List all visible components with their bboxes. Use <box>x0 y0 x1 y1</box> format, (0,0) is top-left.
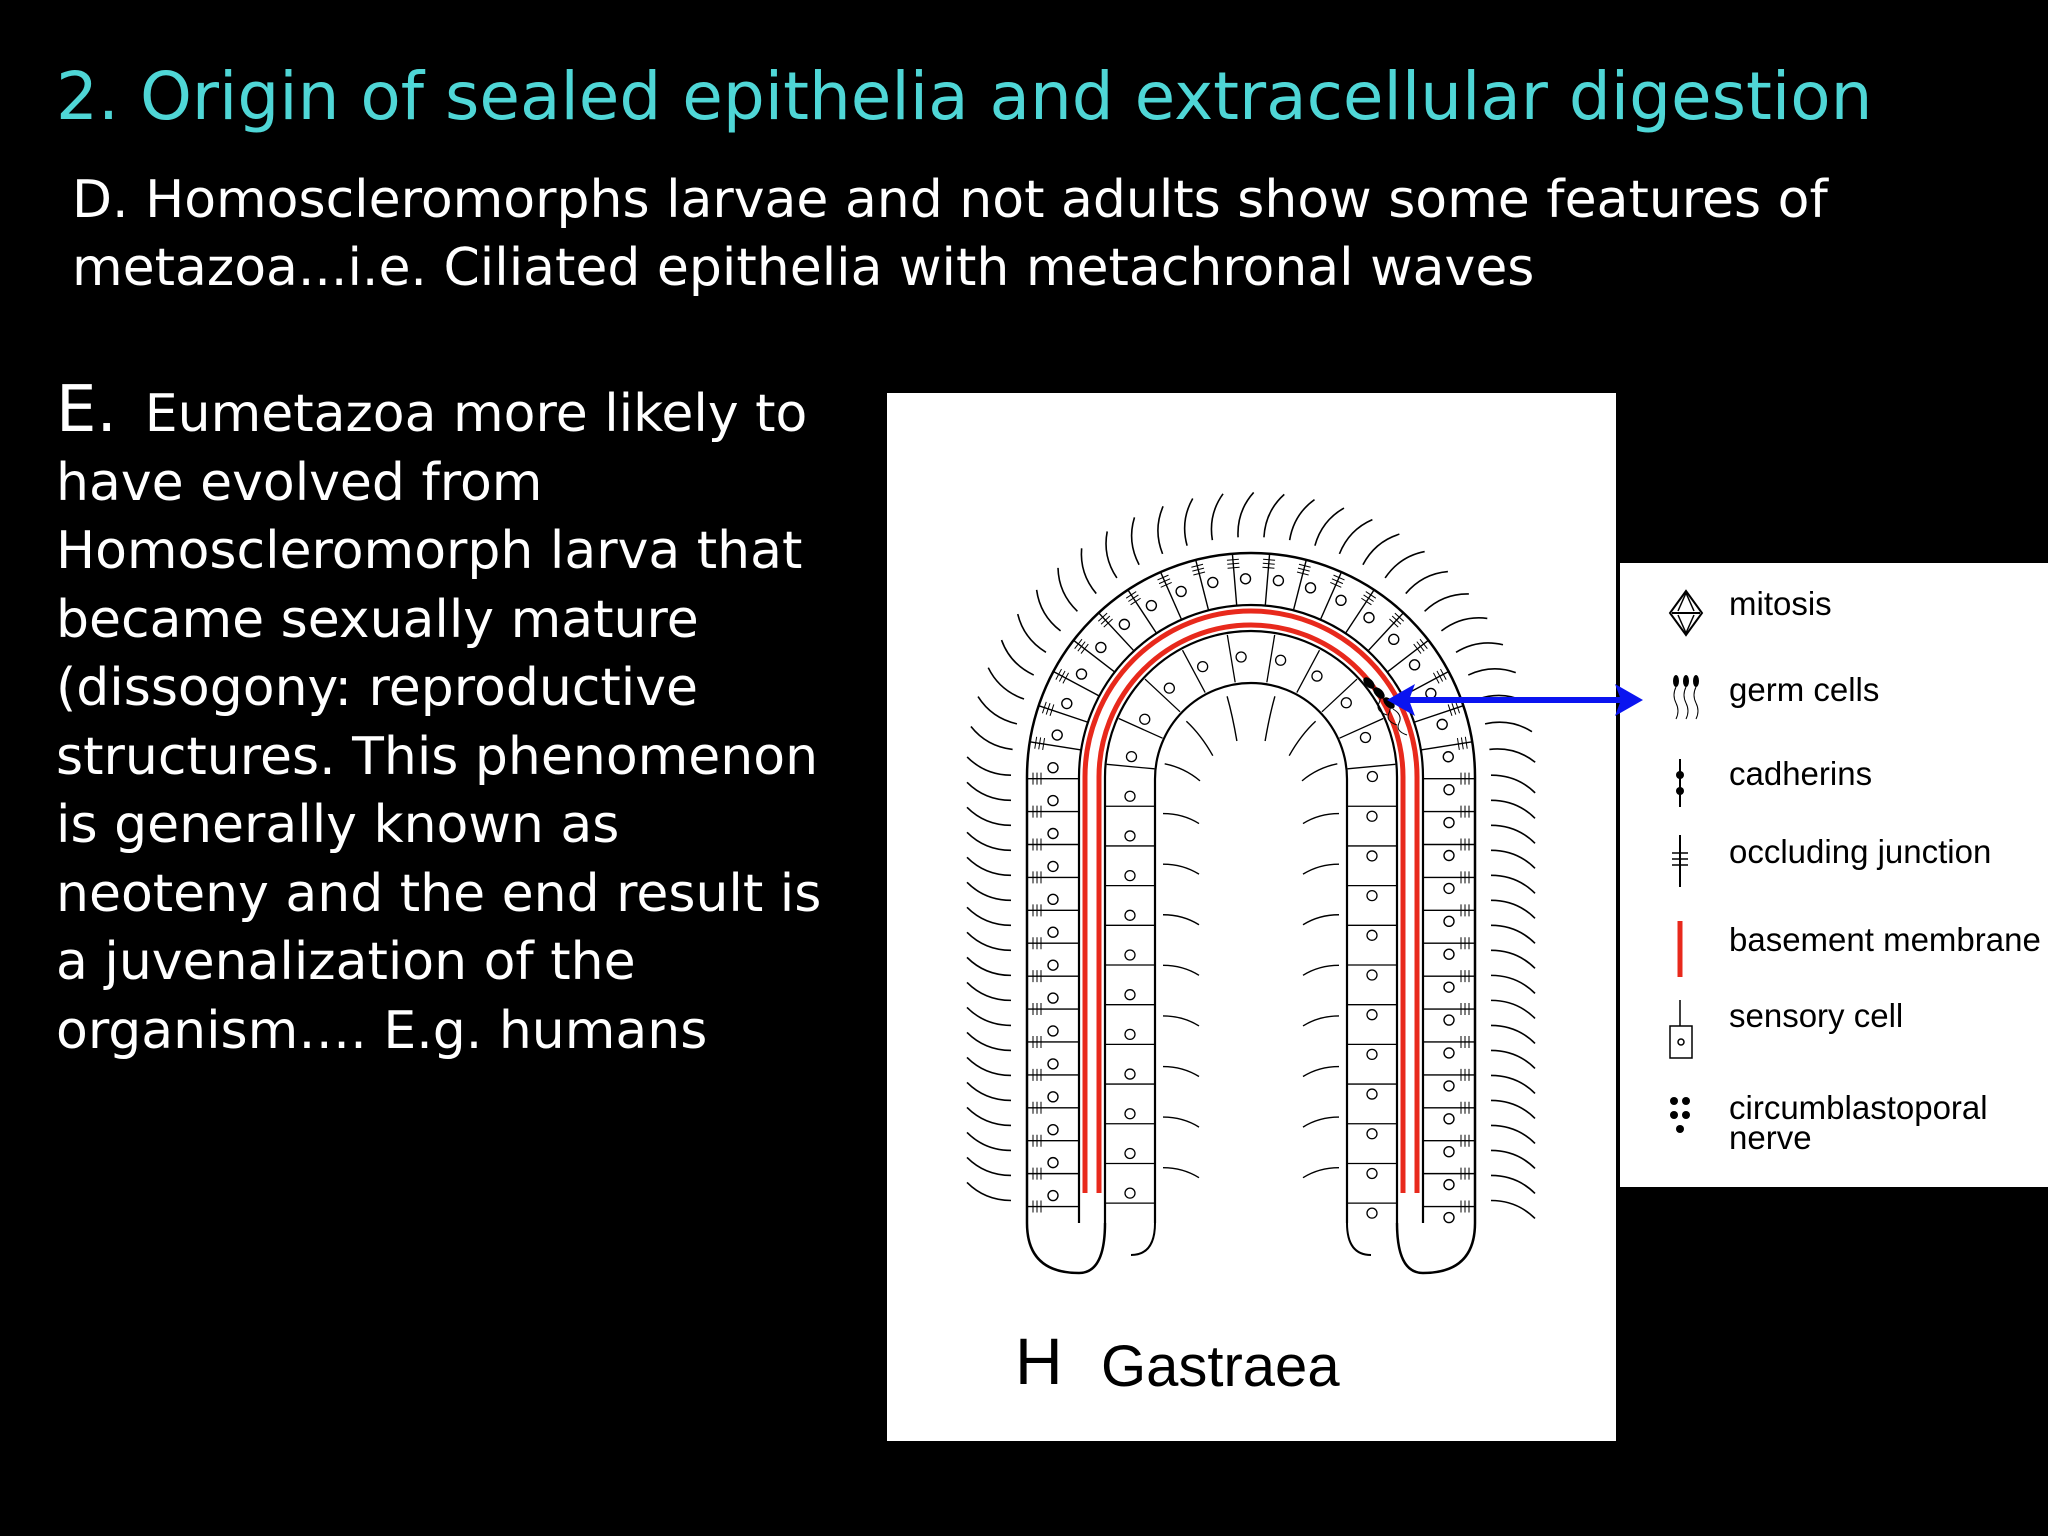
cell-nucleus <box>1125 1029 1135 1039</box>
point-e-text: Eumetazoa more likely to have evolved from Homoscleromorph larva that became sexually mature (dissogony: reproductive structures. This phenomenon is generally known as neoteny and the end result is a juvenalization of the organism…. E.g. humans <box>56 384 822 1061</box>
cell-nucleus <box>1048 960 1058 970</box>
cell-nucleus <box>1367 851 1377 861</box>
blastopore-lip-right <box>1397 1223 1475 1273</box>
cilium <box>1491 875 1535 893</box>
cell-nucleus <box>1048 828 1058 838</box>
occluding-junction-tick <box>1263 559 1275 560</box>
cell-nucleus <box>1125 831 1135 841</box>
cilium <box>967 907 1011 925</box>
cilium <box>1491 1175 1535 1193</box>
cell-nucleus <box>1444 1015 1454 1025</box>
cilium <box>967 1057 1011 1075</box>
cilium <box>967 957 1011 975</box>
occluding-junction-tick <box>1263 563 1275 564</box>
inner-cilium <box>1303 864 1339 874</box>
cilium <box>1491 950 1535 968</box>
cilium <box>967 782 1011 800</box>
cell-nucleus <box>1367 1049 1377 1059</box>
cilium <box>967 882 1011 900</box>
cell-nucleus <box>1444 785 1454 795</box>
cilium <box>967 1157 1011 1175</box>
cilium <box>967 1182 1011 1200</box>
cell-nucleus <box>1336 595 1346 605</box>
cilium <box>967 1032 1011 1050</box>
inner-cilium <box>1303 1067 1339 1077</box>
cell-nucleus <box>1176 586 1186 596</box>
cilium <box>1018 614 1046 652</box>
cell-wall <box>1196 560 1209 610</box>
cilium <box>1491 1200 1535 1218</box>
cell-wall <box>1421 742 1472 750</box>
cell-nucleus <box>1048 1158 1058 1168</box>
cilium <box>967 1107 1011 1125</box>
cilium <box>1425 594 1469 611</box>
cell-nucleus <box>1444 883 1454 893</box>
cilium <box>1339 520 1372 554</box>
cell-nucleus <box>1367 1168 1377 1178</box>
cell-nucleus <box>1312 671 1322 681</box>
cilium <box>1158 506 1163 554</box>
endoderm-outer-boundary <box>1105 631 1397 1223</box>
inner-cilium <box>1186 721 1212 755</box>
legend-label: sensory cell <box>1729 997 1904 1034</box>
ectoderm-outer-boundary <box>1027 553 1475 1223</box>
cell-nucleus <box>1444 850 1454 860</box>
cell-nucleus <box>1077 669 1087 679</box>
cell-wall <box>1227 635 1235 682</box>
cilium <box>1385 552 1425 578</box>
cell-nucleus <box>1367 1129 1377 1139</box>
cell-nucleus <box>1125 1109 1135 1119</box>
cell-nucleus <box>1444 1180 1454 1190</box>
cilium <box>967 1082 1011 1100</box>
double-arrow <box>1385 670 1645 730</box>
cilium <box>1491 1125 1535 1143</box>
cell-nucleus <box>1048 1059 1058 1069</box>
gastraea-figure-panel <box>887 393 1616 1441</box>
cell-nucleus <box>1048 927 1058 937</box>
cell-nucleus <box>1236 652 1246 662</box>
cilium <box>1132 517 1139 564</box>
legend-label: cadherins <box>1729 755 1873 792</box>
cell-nucleus <box>1389 634 1399 644</box>
legend-label: germ cells <box>1729 671 1880 708</box>
cilium <box>1491 900 1535 918</box>
legend-panel <box>1620 563 2048 1187</box>
cell-nucleus <box>1273 576 1283 586</box>
cell-nucleus <box>1048 1026 1058 1036</box>
cell-nucleus <box>1125 871 1135 881</box>
cilium <box>1037 590 1061 631</box>
cilium <box>1441 618 1487 631</box>
inner-cilium <box>1163 1067 1199 1077</box>
cell-nucleus <box>1125 791 1135 801</box>
cell-nucleus <box>1198 662 1208 672</box>
cilium <box>1491 1025 1535 1043</box>
cell-nucleus <box>1146 601 1156 611</box>
blastopore-inner-right <box>1347 1223 1371 1255</box>
cell-nucleus <box>1360 732 1370 742</box>
occluding-junction-tick <box>1227 559 1239 560</box>
cilium <box>1491 1000 1535 1018</box>
inner-cilium <box>1303 1117 1339 1127</box>
cilium <box>1058 568 1077 611</box>
cilium <box>967 982 1011 1000</box>
cell-nucleus <box>1125 1148 1135 1158</box>
cell-nucleus <box>1367 1010 1377 1020</box>
cilium <box>967 832 1011 850</box>
cell-nucleus <box>1367 1089 1377 1099</box>
cell-nucleus <box>1367 970 1377 980</box>
cell-nucleus <box>1208 577 1218 587</box>
legend-label: occluding junction <box>1729 833 1992 870</box>
cilium <box>1491 775 1535 793</box>
cell-nucleus <box>1164 683 1174 693</box>
inner-cilium <box>1303 1016 1339 1026</box>
cell-nucleus <box>1048 894 1058 904</box>
cilium <box>967 757 1011 775</box>
cell-nucleus <box>1443 752 1453 762</box>
cilium <box>988 668 1024 699</box>
gastraea-diagram <box>887 393 1616 1441</box>
cell-nucleus <box>1125 1188 1135 1198</box>
cell-nucleus <box>1048 861 1058 871</box>
inner-cilium <box>1227 696 1237 741</box>
inner-cilium <box>1163 1117 1199 1127</box>
cilium <box>967 857 1011 875</box>
cell-wall <box>1030 742 1081 750</box>
legend-label: basement membrane <box>1729 921 2041 958</box>
slide-subtitle: D. Homoscleromorphs larvae and not adults show some features of metazoa...i.e. Ciliated epithelia with metachronal waves <box>72 170 1828 298</box>
cell-nucleus <box>1444 1081 1454 1091</box>
cilium <box>1406 572 1448 594</box>
cell-nucleus <box>1444 916 1454 926</box>
ectoderm-inner-boundary <box>1079 605 1423 1223</box>
cilium <box>967 1007 1011 1025</box>
cell-nucleus <box>1125 1069 1135 1079</box>
occluding-junction-tick <box>1227 563 1239 564</box>
cell-nucleus <box>1096 642 1106 652</box>
cilium <box>1491 1150 1535 1168</box>
cell-wall <box>1145 679 1180 712</box>
occluding-junction-tick <box>1228 567 1240 568</box>
inner-cilium <box>1303 965 1339 975</box>
cell-nucleus <box>1048 763 1058 773</box>
blastopore-lip-left <box>1027 1223 1105 1273</box>
cell-wall <box>1128 590 1157 633</box>
cell-nucleus <box>1119 619 1129 629</box>
cilium <box>1211 494 1223 540</box>
occluding-junction-tick <box>1063 673 1069 684</box>
cilium <box>1491 850 1535 868</box>
cilium <box>1491 1050 1535 1068</box>
inner-cilium <box>1265 696 1275 741</box>
cell-nucleus <box>1048 1092 1058 1102</box>
inner-cilium <box>1163 814 1199 824</box>
cell-wall <box>1293 560 1306 610</box>
cell-nucleus <box>1444 818 1454 828</box>
inner-cilium <box>1163 965 1199 975</box>
inner-cilium <box>1303 915 1339 925</box>
cell-nucleus <box>1367 811 1377 821</box>
point-e-text-block <box>56 373 836 1065</box>
cilium <box>1489 749 1535 762</box>
cell-wall <box>1265 554 1269 606</box>
cilium <box>1456 643 1503 652</box>
cell-nucleus <box>1444 1114 1454 1124</box>
occluding-junction-tick <box>1059 671 1065 682</box>
sensory-cell-icon <box>1666 995 1706 1065</box>
basement-membrane-outer <box>1085 611 1417 1193</box>
cell-nucleus <box>1367 1208 1377 1218</box>
cilium <box>1081 548 1096 593</box>
cilium <box>1491 1075 1535 1093</box>
cell-nucleus <box>1062 699 1072 709</box>
cell-wall <box>1099 613 1134 651</box>
inner-cilium <box>1303 814 1339 824</box>
cilium <box>1290 500 1315 541</box>
cilium <box>1185 498 1193 545</box>
cell-wall <box>1387 640 1428 672</box>
inner-cilium <box>1289 721 1315 755</box>
cell-wall <box>1232 554 1236 606</box>
basement-membrane-inner <box>1099 625 1403 1193</box>
cilium <box>1491 825 1535 843</box>
cell-nucleus <box>1410 660 1420 670</box>
cell-nucleus <box>1444 982 1454 992</box>
cell-nucleus <box>1241 574 1251 584</box>
cell-wall <box>1107 764 1155 769</box>
mitosis-icon <box>1666 583 1706 643</box>
cell-nucleus <box>1140 714 1150 724</box>
cell-nucleus <box>1126 752 1136 762</box>
cell-nucleus <box>1444 1147 1454 1157</box>
inner-cilium <box>1163 1168 1199 1178</box>
cilium <box>1315 508 1344 546</box>
cell-nucleus <box>1276 655 1286 665</box>
cell-nucleus <box>1367 772 1377 782</box>
cilium <box>1264 494 1284 537</box>
point-e-letter: E. <box>56 373 117 447</box>
cell-nucleus <box>1306 583 1316 593</box>
cilium <box>967 1132 1011 1150</box>
cell-nucleus <box>1444 949 1454 959</box>
cell-nucleus <box>1364 613 1374 623</box>
basement-membrane-icon <box>1666 919 1706 979</box>
cell-nucleus <box>1367 930 1377 940</box>
blastopore-inner-left <box>1131 1223 1155 1255</box>
cilium <box>1491 800 1535 818</box>
cilium <box>1238 492 1254 537</box>
cell-wall <box>1322 679 1357 712</box>
cell-wall <box>1267 635 1275 682</box>
inner-cilium <box>1163 1016 1199 1026</box>
legend-label: circumblastoporal nerve <box>1729 1089 1988 1156</box>
cell-nucleus <box>1125 950 1135 960</box>
figure-panel-name: Gastraea <box>1101 1334 1340 1399</box>
endoderm-inner-boundary <box>1155 683 1347 1223</box>
inner-cilium <box>1303 1168 1339 1178</box>
cilium <box>978 697 1017 724</box>
cell-nucleus <box>1444 1213 1454 1223</box>
occluding-junction-tick <box>1056 669 1062 680</box>
cilium <box>967 807 1011 825</box>
cell-nucleus <box>1048 1125 1058 1135</box>
figure-panel-letter: H <box>1015 1324 1063 1398</box>
legend-label: mitosis <box>1729 585 1832 622</box>
slide-title: 2. Origin of sealed epithelia and extracellular digestion <box>56 58 1873 135</box>
cell-nucleus <box>1444 1048 1454 1058</box>
cell-nucleus <box>1048 1191 1058 1201</box>
occluding-junction-tick <box>1262 567 1274 568</box>
inner-cilium <box>1302 764 1337 781</box>
cilium <box>1106 531 1117 578</box>
cell-nucleus <box>1125 910 1135 920</box>
occluding-junction-icon <box>1666 831 1706 891</box>
cell-wall <box>1348 764 1396 769</box>
inner-cilium <box>1163 915 1199 925</box>
cell-wall <box>1074 640 1115 672</box>
cilium <box>1002 640 1034 675</box>
cilium <box>1491 1100 1535 1118</box>
cilium <box>971 726 1013 749</box>
cell-nucleus <box>1052 730 1062 740</box>
cilium <box>1491 925 1535 943</box>
cell-wall <box>1346 590 1375 633</box>
inner-cilium <box>1163 864 1199 874</box>
inner-cilium <box>1165 764 1200 781</box>
cell-nucleus <box>1048 993 1058 1003</box>
cilium <box>967 932 1011 950</box>
cell-nucleus <box>1367 891 1377 901</box>
cadherins-icon <box>1666 753 1706 813</box>
cilium <box>1363 534 1399 565</box>
cell-nucleus <box>1048 796 1058 806</box>
germ-cells-icon <box>1666 669 1706 729</box>
cell-nucleus <box>1341 698 1351 708</box>
cell-nucleus <box>1125 990 1135 1000</box>
cilium <box>1491 975 1535 993</box>
circumblastoporal-nerve-icon <box>1666 1087 1706 1147</box>
